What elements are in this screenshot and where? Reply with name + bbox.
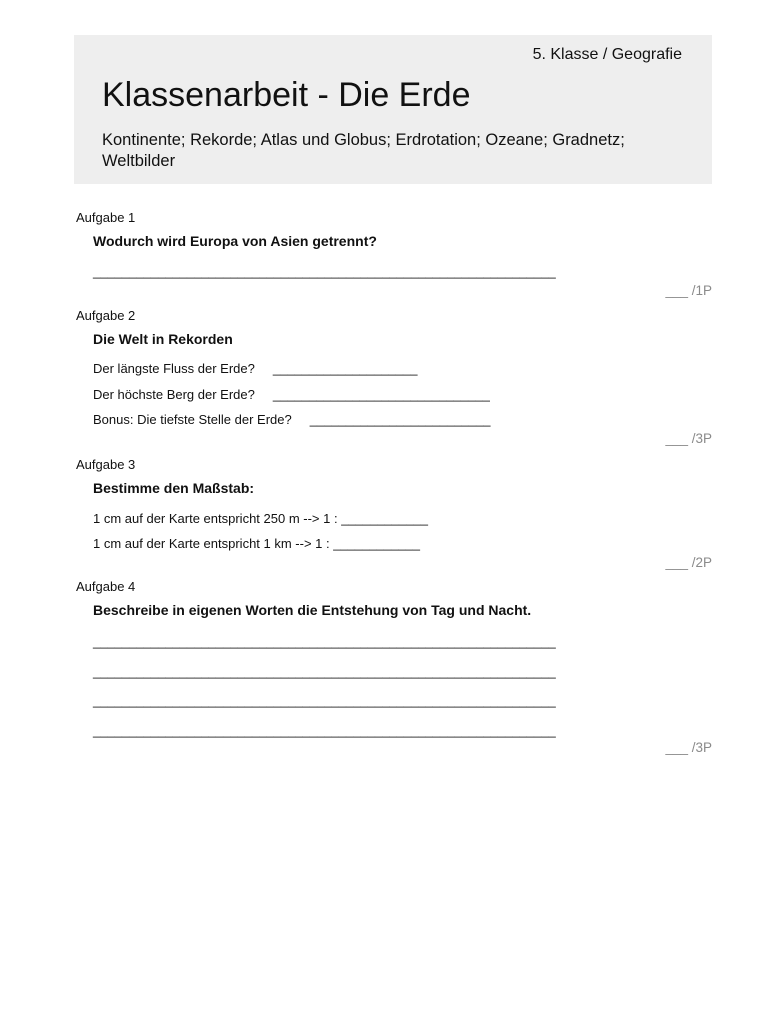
task-2-question: Die Welt in Rekorden: [93, 331, 233, 347]
task-2-points: ___ /3P: [665, 431, 712, 446]
class-subject-label: 5. Klasse / Geografie: [532, 46, 682, 63]
task-1-points: ___ /1P: [665, 283, 712, 298]
worksheet-topics: Kontinente; Rekorde; Atlas und Globus; Erdrotation; Ozeane; Gradnetz; Weltbilder: [102, 131, 625, 170]
task-3-item-1km[interactable]: 1 cm auf der Karte entspricht 1 km --> 1 : ____________: [93, 536, 420, 551]
task-3-question: Bestimme den Maßstab:: [93, 480, 255, 496]
task-4-answer-line-3[interactable]: ________________________________________________________________: [93, 693, 556, 708]
task-2-item-deepest-point[interactable]: Bonus: Die tiefste Stelle der Erde? _________________________: [93, 412, 491, 427]
task-4-points: ___ /3P: [665, 740, 712, 755]
worksheet-header: [74, 35, 712, 184]
task-1-answer-line[interactable]: ________________________________________________________________: [93, 264, 556, 279]
task-4-label: Aufgabe 4: [76, 579, 136, 594]
task-2-item-longest-river[interactable]: Der längste Fluss der Erde? ____________________: [93, 361, 418, 376]
task-1-label: Aufgabe 1: [76, 210, 136, 225]
task-4-question: Beschreibe in eigenen Worten die Entstehung von Tag und Nacht.: [93, 602, 532, 618]
worksheet-title: Klassenarbeit - Die Erde: [102, 76, 471, 114]
task-2-label: Aufgabe 2: [76, 308, 136, 323]
task-3-points: ___ /2P: [665, 555, 712, 570]
task-3-label: Aufgabe 3: [76, 457, 136, 472]
task-2-item-highest-mountain[interactable]: Der höchste Berg der Erde? ______________________________: [93, 387, 490, 402]
task-4-answer-line-1[interactable]: ________________________________________________________________: [93, 634, 556, 649]
task-4-answer-line-4[interactable]: ________________________________________________________________: [93, 723, 556, 738]
task-1-question: Wodurch wird Europa von Asien getrennt?: [93, 233, 377, 249]
task-3-item-250m[interactable]: 1 cm auf der Karte entspricht 250 m --> 1 : ____________: [93, 511, 428, 526]
task-4-answer-line-2[interactable]: ________________________________________________________________: [93, 664, 556, 679]
